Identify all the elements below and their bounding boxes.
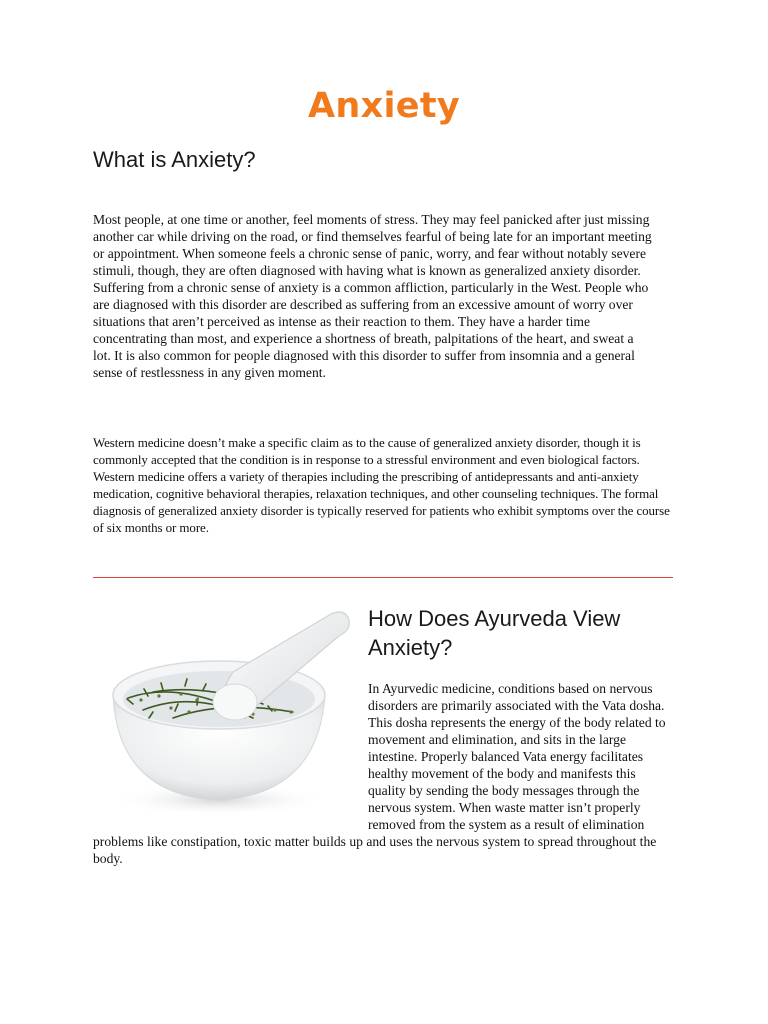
paragraph-western-medicine: Western medicine doesn’t make a specific claim as to the cause of generalized anxiety disorder, though it is commonly accepted that the condition is in response to a stressful environment and even biological factors. Western medicine offers a variety of therapies including the prescribing of antidepressants and anti-anxiety medication, cognitive behavioral therapies, relaxation techniques, and other counseling techniques. The formal diagnosis of generalized anxiety disorder is typically reserved for patients who exhibit symptoms over the course of six months or more. xyxy=(93,435,670,535)
paragraph-ayurveda xyxy=(93,680,675,867)
page-title: Anxiety xyxy=(308,86,460,126)
section-heading-ayurveda: How Does Ayurveda View Anxiety? xyxy=(368,606,621,660)
paragraph-what-is-anxiety: Most people, at one time or another, feel moments of stress. They may feel panicked after just missing another car while driving on the road, or find themselves fearful of being late for an important meeting or appointment. When someone feels a chronic sense of panic, worry, and fear without notably severe stimuli, though, they are often diagnosed with having what is known as generalized anxiety disorder. Suffering from a chronic sense of anxiety is a common affliction, particularly in the West. People who are diagnosed with this disorder are described as suffering from an excessive amount of worry over situations that aren’t perceived as intense as their reaction to them. They have a harder time concentrating than most, and experience a shortness of breath, palpitations of the heart, and sweat a lot. It is also common for people diagnosed with this disorder to suffer from insomnia and a general sense of restlessness in any given moment. xyxy=(93,212,652,380)
section-heading-what-is-anxiety: What is Anxiety? xyxy=(93,147,256,172)
paragraph-ayurveda-text: In Ayurvedic medicine, conditions based on nervous disorders are primarily associated with the Vata dosha. This dosha represents the energy of the body related to movement and elimination, and sits in the large intestine. Properly balanced Vata energy facilitates healthy movement of the body and manifests this quality by sending the body messages through the nervous system. When waste matter isn’t properly removed from the system as a result of elimination problems like constipation, toxic matter builds up and uses the nervous system to spread throughout the body. xyxy=(93,681,666,866)
section-divider xyxy=(93,577,673,578)
